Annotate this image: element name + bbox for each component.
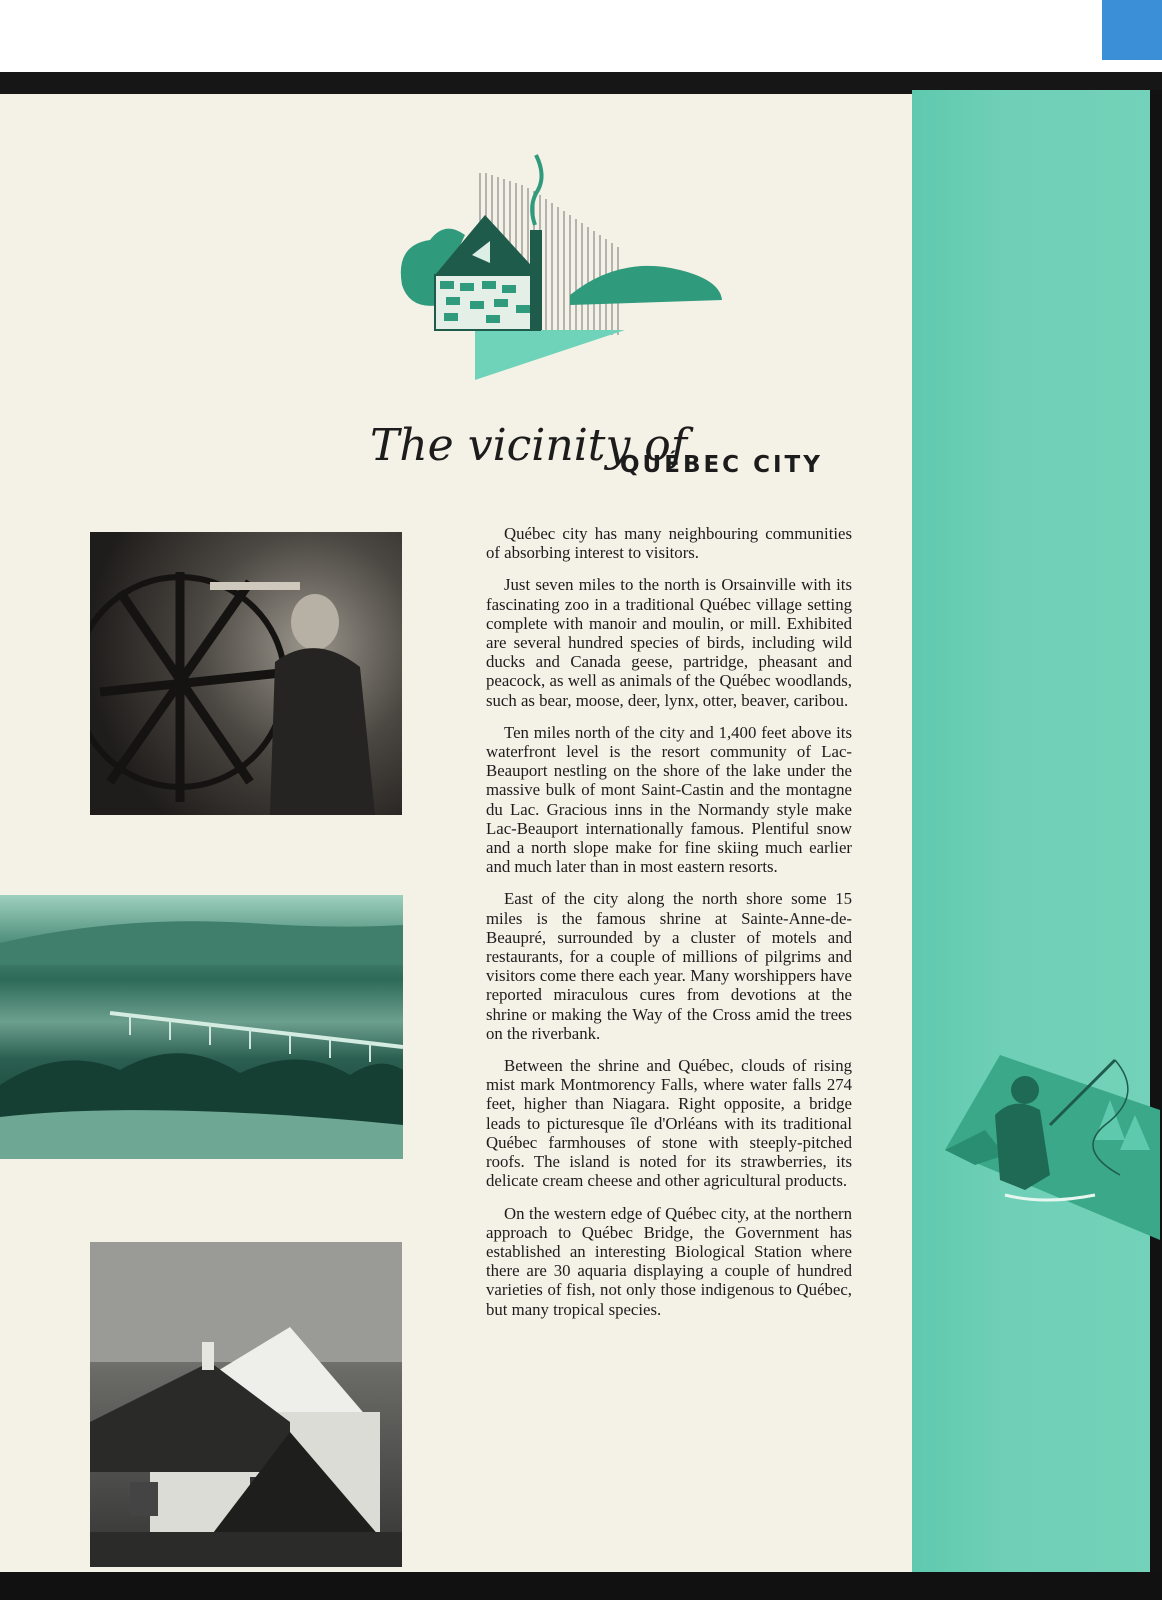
top-border bbox=[0, 0, 1162, 100]
title-script: The vicinity of bbox=[370, 420, 688, 471]
scan-edge-blue bbox=[1102, 0, 1162, 60]
photo-weaver-loom bbox=[90, 532, 402, 815]
photo-stone-farmhouse bbox=[90, 1242, 402, 1567]
fisherman-illustration-icon bbox=[945, 1055, 1160, 1240]
bottom-border bbox=[0, 1572, 1162, 1600]
paragraph: Québec city has many neighbouring communities of absorbing interest to visitors. bbox=[486, 524, 852, 563]
photo-landscape-bridge bbox=[0, 895, 403, 1159]
page-title bbox=[370, 420, 870, 500]
paragraph: Between the shrine and Québec, clouds of rising mist mark Montmorency Falls, where water falls 274 feet, higher than Niagara. Right opposite, a bridge leads to picturesque île d'Orléans with its traditional Québec farmhouses of stone with steeply-pitched roofs. The island is noted for its strawberries, its delicate cream cheese and other agricultural products. bbox=[486, 1056, 852, 1191]
paragraph: Ten miles north of the city and 1,400 feet above its waterfront level is the resort community of Lac-Beauport nestling on the shore of the lake under the massive bulk of mont Saint-Castin and the montagne du Lac. Gracious inns in the Normandy style make Lac-Beauport internationally famous. Plentiful snow and a north slope make for fine skiing much earlier and much later than in most eastern resorts. bbox=[486, 722, 852, 877]
teal-facing-page bbox=[912, 90, 1154, 1572]
paragraph: East of the city along the north shore some 15 miles is the famous shrine at Sainte-Anne-de-Beaupré, surrounded by a cluster of motels and restaurants, for a couple of millions of pilgrims and visitors come there each year. Many worshippers have reported miraculous cures from devotions at the shrine or making the Way of the Cross amid the trees on the riverbank. bbox=[486, 889, 852, 1043]
right-edge bbox=[1150, 90, 1162, 1572]
paragraph: Just seven miles to the north is Orsainville with its fascinating zoo in a traditional Québec village setting complete with manoir and moulin, or mill. Exhibited are several hundred species of birds, including wild ducks and Canada geese, partridge, pheasant and peacock, as well as animals of the Québec woodlands, such as bear, moose, deer, lynx, otter, beaver, caribou. bbox=[486, 575, 852, 710]
title-caps: QUÉBEC CITY bbox=[620, 452, 823, 478]
house-illustration-icon bbox=[390, 145, 730, 380]
article-body bbox=[486, 524, 852, 1332]
paragraph: On the western edge of Québec city, at the northern approach to Québec Bridge, the Government has established an interesting Biological Station where there are 30 aquaria displaying a couple of hundred varieties of fish, not only those indigenous to Québec, but many tropical species. bbox=[486, 1203, 852, 1319]
